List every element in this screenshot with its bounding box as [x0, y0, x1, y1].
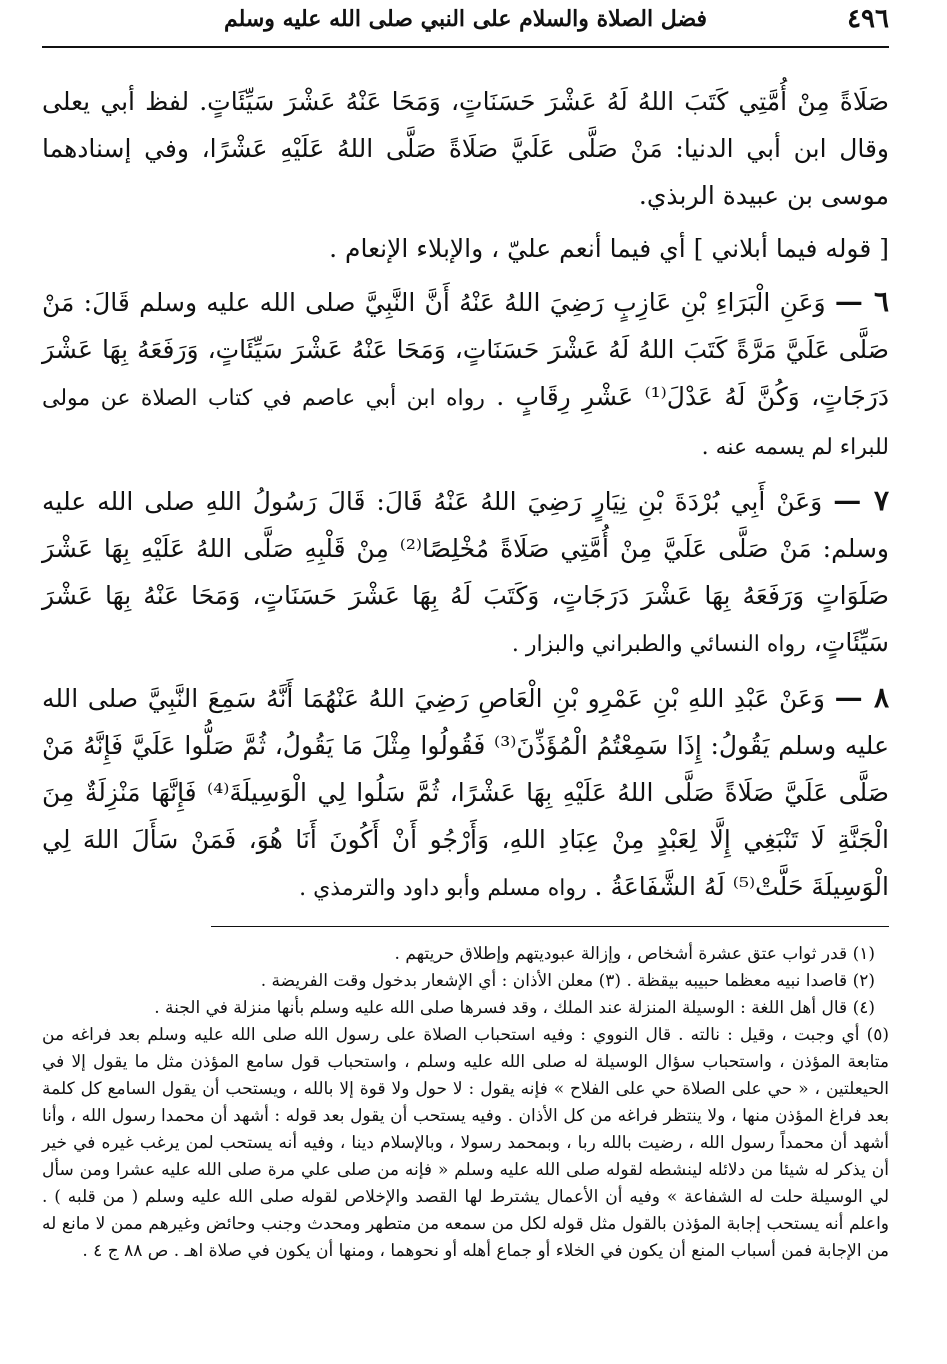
hadith-7-number: ٧ — — [833, 484, 890, 517]
footnote-2-3 — [42, 968, 889, 995]
footnote-5: (٥) أي وجبت ، وقيل : نالته . قال النووي : وفيه استحباب الصلاة على رسول الله صلى الله عليه وسلم بعد فراغه من متابعة المؤذن ، واستحباب سؤال الوسيلة له صلى الله عليه وسلم ، واستحباب قول سامع المؤذن مثل ما يقول إلا في الحيعلتين ، « حي على الصلاة حي على الفلاح » فإنه يقول : لا حول ولا قوة إلا بالله ، ويستحب أن يقول السامع كل كلمة بعد فراغ المؤذن منها ، ولا ينتظر فراغه من كل الأذان . وفيه يستحب أن يقول بعد قوله : أشهد أن محمدا رسول الله ، وأنا أشهد أن محمداً رسول الله ، رضيت بالله ربا ، وبمحمد رسولا ، وبالإسلام دينا ، وفيه أنه يستحب لمن يرغب غيره في خير أن يذكر له شيئا من دلائله لينشطه لقوله صلى الله عليه وسلم « فإنه من صلى علي مرة صلى الله عليه عشرا ومن سأل لي الوسيلة حلت له الشفاعة » وفيه أن الأعمال يشترط لها القصد والإخلاص لقوله صلى الله عليه وسلم ( من قلبه ) . واعلم أنه يستحب إجابة المؤذن بالقول مثل قوله لكل من سمعه من متطهر ومحدث وجنب وحائض وغيرهم ممن لا مانع له من الإجابة فمن أسباب المنع أن يكون في الخلاء أو جماع أهله أو نحوهما ، ومنها أن يكون في صلاة اهـ . ص ٨٨ ج ٤ . — [42, 1025, 889, 1261]
hadith-6 — [42, 278, 889, 471]
running-title: فضل الصلاة والسلام على النبي صلى الله عليه وسلم — [223, 6, 708, 32]
hadith-6-number: ٦ — — [834, 285, 889, 318]
main-text — [42, 78, 889, 912]
footnote-2: (٢) قاصدا نبيه معظما حبيبه بيقظة . — [626, 971, 875, 991]
paragraph-1: صَلَاةً مِنْ أُمَّتِي كَتَبَ اللهُ لَهُ عَشْرَ حَسَنَاتٍ، وَمَحَا عَنْهُ عَشْرَ سَيِّئَاتٍ. لفظ أبي يعلى وقال ابن أبي الدنيا: مَنْ صَلَّى عَلَيَّ صَلَاةً صَلَّى اللهُ عَلَيْهِ عَشْرًا، وفي إسنادهما موسى بن عبيدة الربذي. — [42, 87, 889, 210]
hadith-8-source: رواه مسلم وأبو داود والترمذي . — [299, 876, 587, 901]
paragraph-1-note: [ قوله فيما أبلاني ] أي فيما أنعم عليّ ، والإبلاء الإنعام . — [329, 234, 889, 263]
hadith-6-text: وَعَنِ الْبَرَاءِ بْنِ عَازِبٍ رَضِيَ اللهُ عَنْهُ أَنَّ النَّبِيَّ صلى الله عليه وسلم قَالَ: مَنْ صَلَّى عَلَيَّ مَرَّةً كَتَبَ اللهُ لَهُ عَشْرَ حَسَنَاتٍ، وَمَحَا عَنْهُ عَشْرَ سَيِّئَاتٍ، وَرَفَعَهُ بِهَا عَشْرَ دَرَجَاتٍ، وَكُنَّ لَهُ عَدْلَ⁽¹⁾ عَشْرِ رِقَابٍ . — [42, 288, 890, 411]
hadith-6-source: رواه ابن أبي عاصم في كتاب الصلاة عن مولى للبراء لم يسمه عنه . — [42, 386, 889, 460]
hadith-8-text: وَعَنْ عَبْدِ اللهِ بْنِ عَمْرِو بْنِ الْعَاصِ رَضِيَ اللهُ عَنْهُمَا أَنَّهُ سَمِعَ النَّبِيَّ صلى الله عليه وسلم يَقُولُ: إِذَا سَمِعْتُمُ الْمُؤَذِّنَ⁽³⁾ فَقُولُوا مِثْلَ مَا يَقُولُ، ثُمَّ صَلُّوا عَلَيَّ فَإِنَّهُ مَنْ صَلَّى عَلَيَّ صَلَاةً صَلَّى اللهُ عَلَيْهِ بِهَا عَشْرًا، ثُمَّ سَلُوا لِي الْوَسِيلَةَ⁽⁴⁾ فَإِنَّهَا مَنْزِلَةٌ مِنَ الْجَنَّةِ لَا تَنْبَغِي إِلَّا لِعَبْدٍ مِنْ عِبَادِ اللهِ، وَأَرْجُو أَنْ أَكُونَ أَنَا هُوَ، فَمَنْ سَأَلَ اللهَ لِي الْوَسِيلَةَ حَلَّتْ⁽⁵⁾ لَهُ الشَّفَاعَةُ . — [42, 684, 890, 901]
hadith-7 — [42, 477, 889, 668]
footnotes — [42, 941, 889, 1265]
hadith-8 — [42, 674, 889, 912]
page-header — [42, 0, 889, 48]
hadith-7-text: وَعَنْ أَبِي بُرْدَةَ بْنِ نِيَارٍ رَضِيَ اللهُ عَنْهُ قَالَ: قَالَ رَسُولُ اللهِ صلى الله عليه وسلم: مَنْ صَلَّى عَلَيَّ مِنْ أُمَّتِي صَلَاةً مُخْلِصًا⁽²⁾ مِنْ قَلْبِهِ صَلَّى اللهُ عَلَيْهِ بِهَا عَشْرَ صَلَوَاتٍ وَرَفَعَهُ بِهَا عَشْرَ دَرَجَاتٍ، وَكَتَبَ لَهُ بِهَا عَشْرَ حَسَنَاتٍ، وَمَحَا عَنْهُ بِهَا عَشْرَ سَيِّئَاتٍ، — [42, 487, 890, 657]
footnote-separator — [211, 926, 889, 927]
hadith-7-source: رواه النسائي والطبراني والبزار . — [511, 632, 806, 657]
footnote-4: (٤) قال أهل اللغة : الوسيلة المنزلة عند الملك ، وقد فسرها صلى الله عليه وسلم بأنها منزلة في الجنة . — [154, 998, 875, 1018]
hadith-8-number: ٨ — — [834, 681, 889, 714]
footnote-1: (١) قدر ثواب عتق عشرة أشخاص ، وإزالة عبوديتهم وإطلاق حريتهم . — [394, 944, 875, 964]
footnote-3: (٣) معلن الأذان : أي الإشعار بدخول وقت الفريضة . — [260, 971, 622, 991]
page-number: ٤٩٦ — [847, 4, 889, 34]
